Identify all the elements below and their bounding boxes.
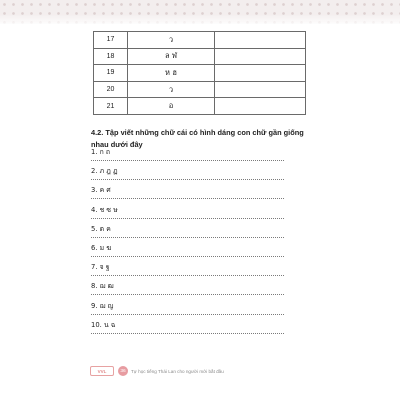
- blank-cell: [215, 32, 306, 49]
- row-number: 21: [94, 98, 128, 115]
- exercise-item: [91, 244, 291, 257]
- exercise-item: [91, 263, 291, 276]
- exercise-label: 10. น ฉ: [91, 320, 116, 329]
- section-heading: 4.2. Tập viết những chữ cái có hình dáng con chữ gần giống nhau dưới đây: [91, 128, 304, 149]
- exercise-label: 3. ค ศ: [91, 186, 111, 195]
- table-row: [94, 32, 306, 49]
- thai-letters: ว: [128, 81, 215, 98]
- row-number: 18: [94, 48, 128, 65]
- exercise-label: 6. ม ฆ: [91, 244, 112, 252]
- book-title: Tự học tiếng Thái Lan cho người mới bắt đầu: [131, 368, 224, 374]
- exercise-item: [91, 302, 291, 315]
- exercise-item: [91, 186, 291, 199]
- exercise-item: [91, 167, 291, 180]
- blank-cell: [215, 81, 306, 98]
- dotted-writing-line: [91, 314, 284, 315]
- exercise-item: [91, 225, 291, 238]
- exercise-item: [91, 321, 291, 334]
- blank-cell: [215, 48, 306, 65]
- page-number: 36: [118, 366, 128, 376]
- page-footer: [90, 365, 224, 377]
- row-number: 17: [94, 32, 128, 49]
- dotted-writing-line: [91, 237, 284, 238]
- dotted-writing-line: [91, 198, 284, 199]
- dotted-writing-line: [91, 160, 284, 161]
- table-row: [94, 48, 306, 65]
- exercise-label: 4. ช ซ ษ: [91, 205, 118, 214]
- letters-table: [93, 31, 306, 115]
- dotted-writing-line: [91, 275, 284, 276]
- dotted-writing-line: [91, 333, 284, 334]
- dotted-writing-line: [91, 294, 284, 295]
- exercise-item: [91, 206, 291, 219]
- row-number: 20: [94, 81, 128, 98]
- thai-letters: ห ฮ: [128, 65, 215, 82]
- exercise-label: 1. ก ถ: [91, 148, 111, 156]
- table-row: [94, 98, 306, 115]
- row-number: 19: [94, 65, 128, 82]
- exercise-label: 9. ฌ ญ: [91, 301, 114, 310]
- exercise-label: 5. ต ค: [91, 224, 111, 233]
- blank-cell: [215, 98, 306, 115]
- exercise-item: [91, 282, 291, 295]
- publisher-logo: VVL: [90, 366, 114, 376]
- table-row: [94, 81, 306, 98]
- thai-letters: ว: [128, 32, 215, 49]
- table-row: [94, 65, 306, 82]
- exercise-label: 8. ฌ ฒ: [91, 282, 114, 291]
- exercise-item: [91, 148, 291, 161]
- exercise-label: 2. ภ ฎ ฏ: [91, 167, 118, 176]
- thai-letters: อ: [128, 98, 215, 115]
- exercise-label: 7. จ ฐ: [91, 263, 110, 272]
- blank-cell: [215, 65, 306, 82]
- dotted-writing-line: [91, 179, 284, 180]
- thai-letters: ล ฬ: [128, 48, 215, 65]
- dotted-writing-line: [91, 256, 284, 257]
- dotted-writing-line: [91, 218, 284, 219]
